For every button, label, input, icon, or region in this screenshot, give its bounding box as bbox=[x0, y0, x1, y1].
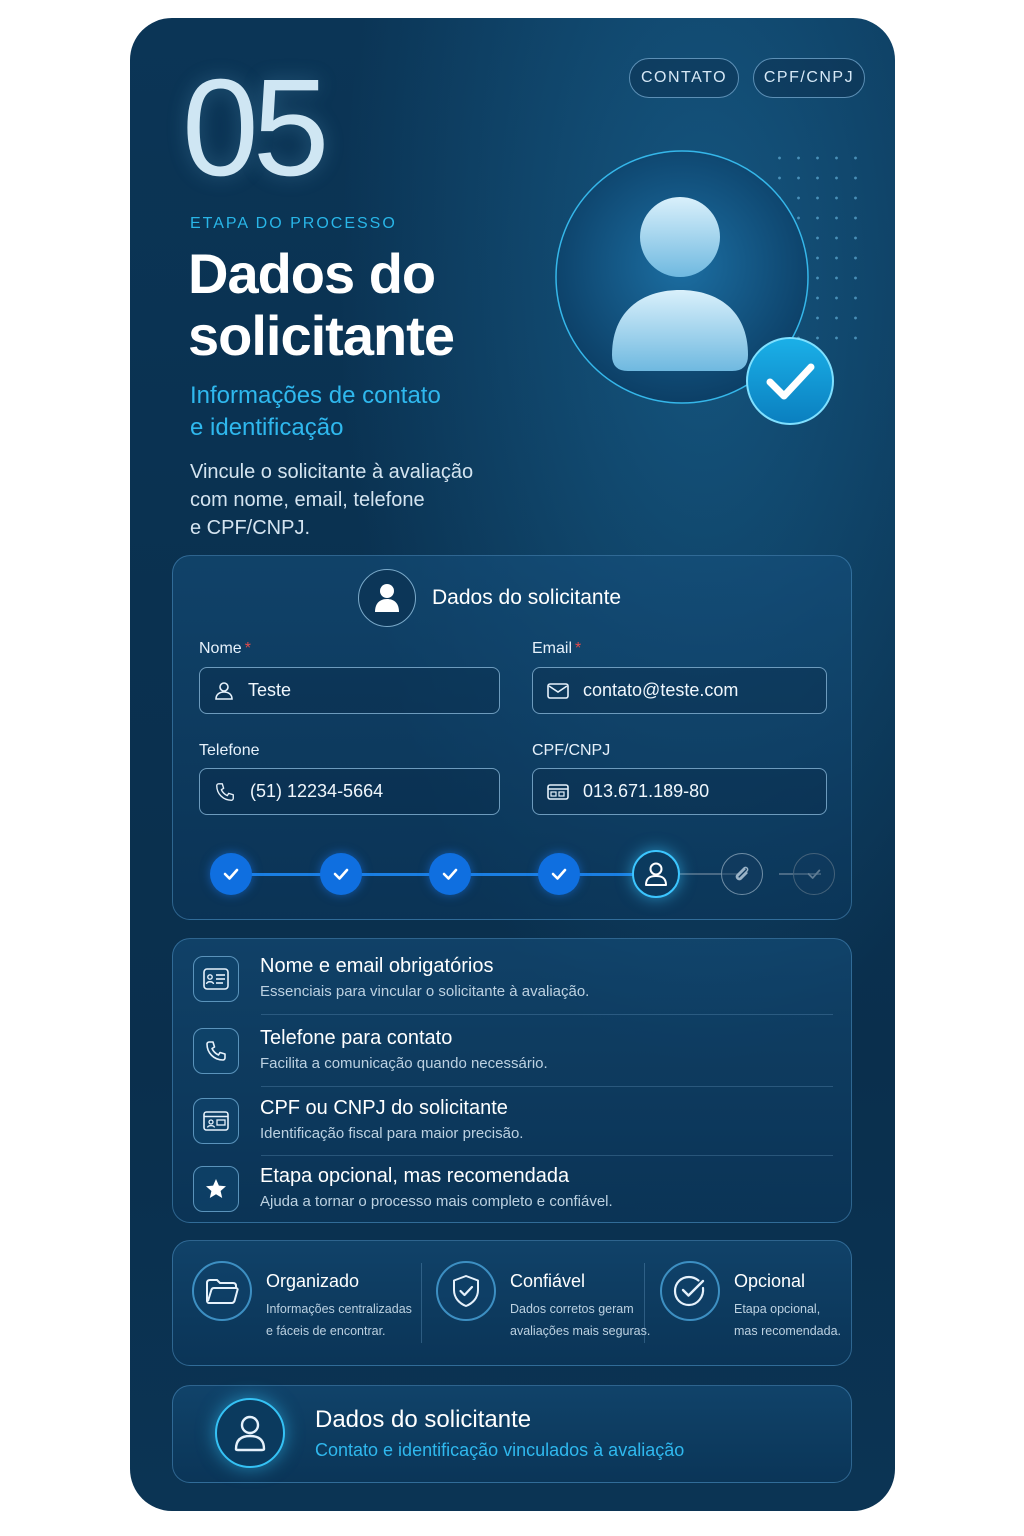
tag-contato[interactable]: CONTATO bbox=[629, 58, 739, 98]
doc-field[interactable] bbox=[532, 768, 827, 815]
features-panel bbox=[172, 938, 852, 1223]
divider bbox=[421, 1263, 422, 1343]
step-5-user-icon[interactable] bbox=[632, 850, 680, 898]
id-list-icon bbox=[193, 956, 239, 1002]
shield-check-icon bbox=[436, 1261, 496, 1321]
eyebrow: ETAPA DO PROCESSO bbox=[190, 215, 397, 232]
name-label: Nome * bbox=[199, 640, 251, 657]
step-1-check-icon[interactable] bbox=[210, 853, 252, 895]
step-6-paperclip-icon[interactable] bbox=[721, 853, 763, 895]
email-label: Email * bbox=[532, 640, 582, 657]
benefits-panel bbox=[172, 1240, 852, 1366]
feature-title: Telefone para contato bbox=[260, 1027, 453, 1049]
check-badge-icon bbox=[745, 336, 835, 426]
benefit-confiavel bbox=[436, 1261, 660, 1342]
feature-description: Ajuda a tornar o processo mais completo e confiável. bbox=[260, 1193, 613, 1210]
summary-title: Dados do solicitante bbox=[315, 1406, 532, 1433]
page-subtitle bbox=[190, 380, 510, 444]
step-7-check-icon[interactable] bbox=[793, 853, 835, 895]
step-number: 05 bbox=[182, 51, 324, 205]
phone-label: Telefone bbox=[199, 742, 260, 759]
person-icon bbox=[214, 681, 234, 701]
id-card-icon bbox=[547, 783, 569, 801]
divider bbox=[261, 1086, 833, 1087]
subtitle-line-2: e identificação bbox=[190, 414, 344, 441]
step-3-check-icon[interactable] bbox=[429, 853, 471, 895]
tag-cpf-cnpj[interactable]: CPF/CNPJ bbox=[753, 58, 865, 98]
feature-description: Essenciais para vincular o solicitante à avaliação. bbox=[260, 983, 590, 1000]
feature-description: Facilita a comunicação quando necessário. bbox=[260, 1055, 548, 1072]
email-field[interactable] bbox=[532, 667, 827, 714]
benefit-description: Informações centralizadas e fáceis de encontrar. bbox=[266, 1302, 412, 1338]
doc-label: CPF/CNPJ bbox=[532, 742, 611, 759]
user-verified-illustration bbox=[555, 150, 810, 405]
list-item bbox=[193, 1163, 833, 1233]
folder-icon bbox=[192, 1261, 252, 1321]
list-item bbox=[193, 953, 833, 1023]
subtitle-line-1: Informações de contato bbox=[190, 382, 441, 409]
form-panel bbox=[172, 555, 852, 920]
id-card-icon bbox=[193, 1098, 239, 1144]
page-title bbox=[188, 243, 454, 367]
step-2-check-icon[interactable] bbox=[320, 853, 362, 895]
mail-icon bbox=[547, 682, 569, 700]
form-header bbox=[358, 569, 621, 627]
benefit-opcional bbox=[660, 1261, 884, 1342]
user-icon bbox=[358, 569, 416, 627]
list-item bbox=[193, 1025, 833, 1095]
email-value: contato@teste.com bbox=[583, 680, 739, 700]
feature-title: Etapa opcional, mas recomendada bbox=[260, 1165, 570, 1187]
desc-line-1: Vincule o solicitante à avaliação bbox=[190, 461, 474, 483]
progress-stepper bbox=[209, 850, 837, 900]
phone-field[interactable] bbox=[199, 768, 500, 815]
summary-banner bbox=[172, 1385, 852, 1483]
benefit-title: Opcional bbox=[734, 1271, 806, 1291]
form-title: Dados do solicitante bbox=[432, 586, 622, 609]
stepper-line bbox=[359, 873, 431, 876]
phone-icon bbox=[193, 1028, 239, 1074]
feature-title: CPF ou CNPJ do solicitante bbox=[260, 1097, 508, 1119]
doc-value: 013.671.189-80 bbox=[583, 781, 710, 801]
check-circle-icon bbox=[660, 1261, 720, 1321]
divider bbox=[261, 1014, 833, 1015]
benefit-title: Organizado bbox=[266, 1271, 360, 1291]
stepper-line bbox=[249, 873, 321, 876]
benefit-organizado bbox=[192, 1261, 416, 1342]
phone-value: (51) 12234-5664 bbox=[250, 781, 384, 801]
title-line-2: solicitante bbox=[188, 304, 454, 367]
divider bbox=[261, 1155, 833, 1156]
summary-subtitle: Contato e identificação vinculados à avaliação bbox=[315, 1440, 685, 1460]
star-icon bbox=[193, 1166, 239, 1212]
feature-description: Identificação fiscal para maior precisão. bbox=[260, 1125, 524, 1142]
user-icon bbox=[215, 1398, 285, 1468]
page-description bbox=[190, 458, 510, 542]
phone-icon bbox=[214, 781, 236, 803]
stepper-line bbox=[468, 873, 540, 876]
divider bbox=[644, 1263, 645, 1343]
benefit-description: Dados corretos geram avaliações mais seguras. bbox=[510, 1302, 651, 1338]
title-line-1: Dados do bbox=[188, 242, 436, 305]
desc-line-3: e CPF/CNPJ. bbox=[190, 517, 311, 539]
benefit-title: Confiável bbox=[510, 1271, 586, 1291]
step-4-check-icon[interactable] bbox=[538, 853, 580, 895]
desc-line-2: com nome, email, telefone bbox=[190, 489, 425, 511]
benefit-description: Etapa opcional, mas recomendada. bbox=[734, 1302, 842, 1338]
feature-title: Nome e email obrigatórios bbox=[260, 955, 494, 977]
step-card bbox=[130, 18, 895, 1511]
name-value: Teste bbox=[248, 680, 292, 700]
name-field[interactable] bbox=[199, 667, 500, 714]
